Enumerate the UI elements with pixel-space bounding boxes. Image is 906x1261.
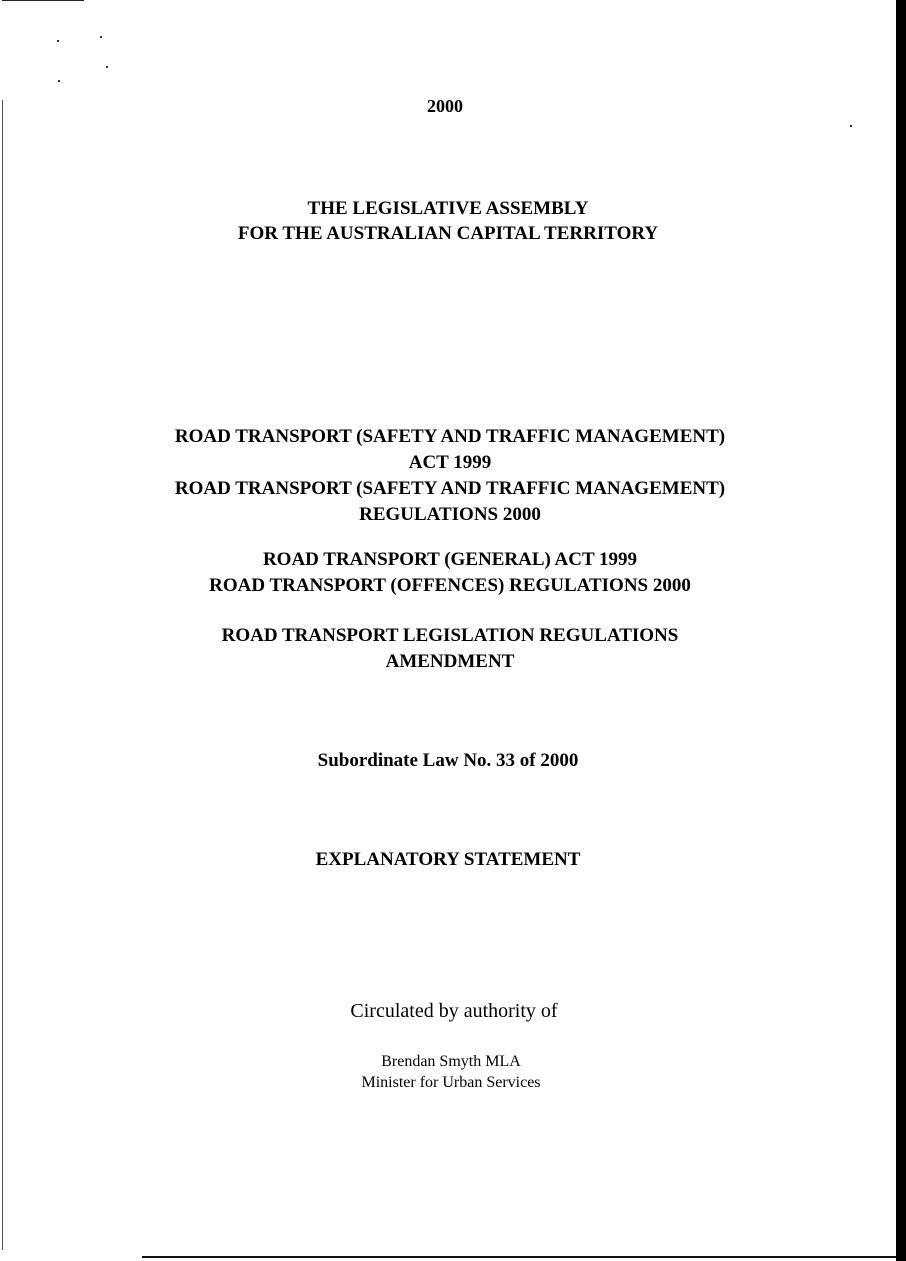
minister-block <box>3 1051 899 1093</box>
minister-role: Minister for Urban Services <box>361 1074 541 1091</box>
legislation-titles <box>2 424 898 528</box>
assembly-line-2: FOR THE AUSTRALIAN CAPITAL TERRITORY <box>237 223 659 244</box>
scan-top-rule <box>2 0 84 1</box>
title-line: ROAD TRANSPORT (SAFETY AND TRAFFIC MANAGEMENT) <box>174 478 726 499</box>
scan-speck <box>58 80 60 82</box>
scan-speck <box>850 125 852 127</box>
subordinate-law-number: Subordinate Law No. 33 of 2000 <box>317 750 579 771</box>
document-year: 2000 <box>427 96 463 116</box>
title-line: ROAD TRANSPORT LEGISLATION REGULATIONS <box>221 625 679 646</box>
assembly-line-1: THE LEGISLATIVE ASSEMBLY <box>307 198 589 219</box>
statement-type-heading: EXPLANATORY STATEMENT <box>315 849 581 870</box>
minister-name: Brendan Smyth MLA <box>381 1053 521 1070</box>
legislation-titles-group-2 <box>2 547 898 599</box>
scan-speck <box>57 40 59 42</box>
title-line: AMENDMENT <box>385 651 515 672</box>
scan-bottom-rule <box>142 1256 896 1258</box>
circulated-by-line: Circulated by authority of <box>350 1000 558 1022</box>
title-line: REGULATIONS 2000 <box>359 504 541 525</box>
assembly-heading <box>0 196 896 246</box>
title-line: ROAD TRANSPORT (SAFETY AND TRAFFIC MANAGEMENT) <box>174 426 726 447</box>
title-line: ROAD TRANSPORT (GENERAL) ACT 1999 <box>262 549 638 570</box>
scan-speck <box>106 66 108 68</box>
scan-speck <box>100 36 102 38</box>
title-line: ACT 1999 <box>408 452 492 473</box>
legislation-titles-group-3 <box>2 623 898 675</box>
title-line: ROAD TRANSPORT (OFFENCES) REGULATIONS 2000 <box>209 575 691 596</box>
